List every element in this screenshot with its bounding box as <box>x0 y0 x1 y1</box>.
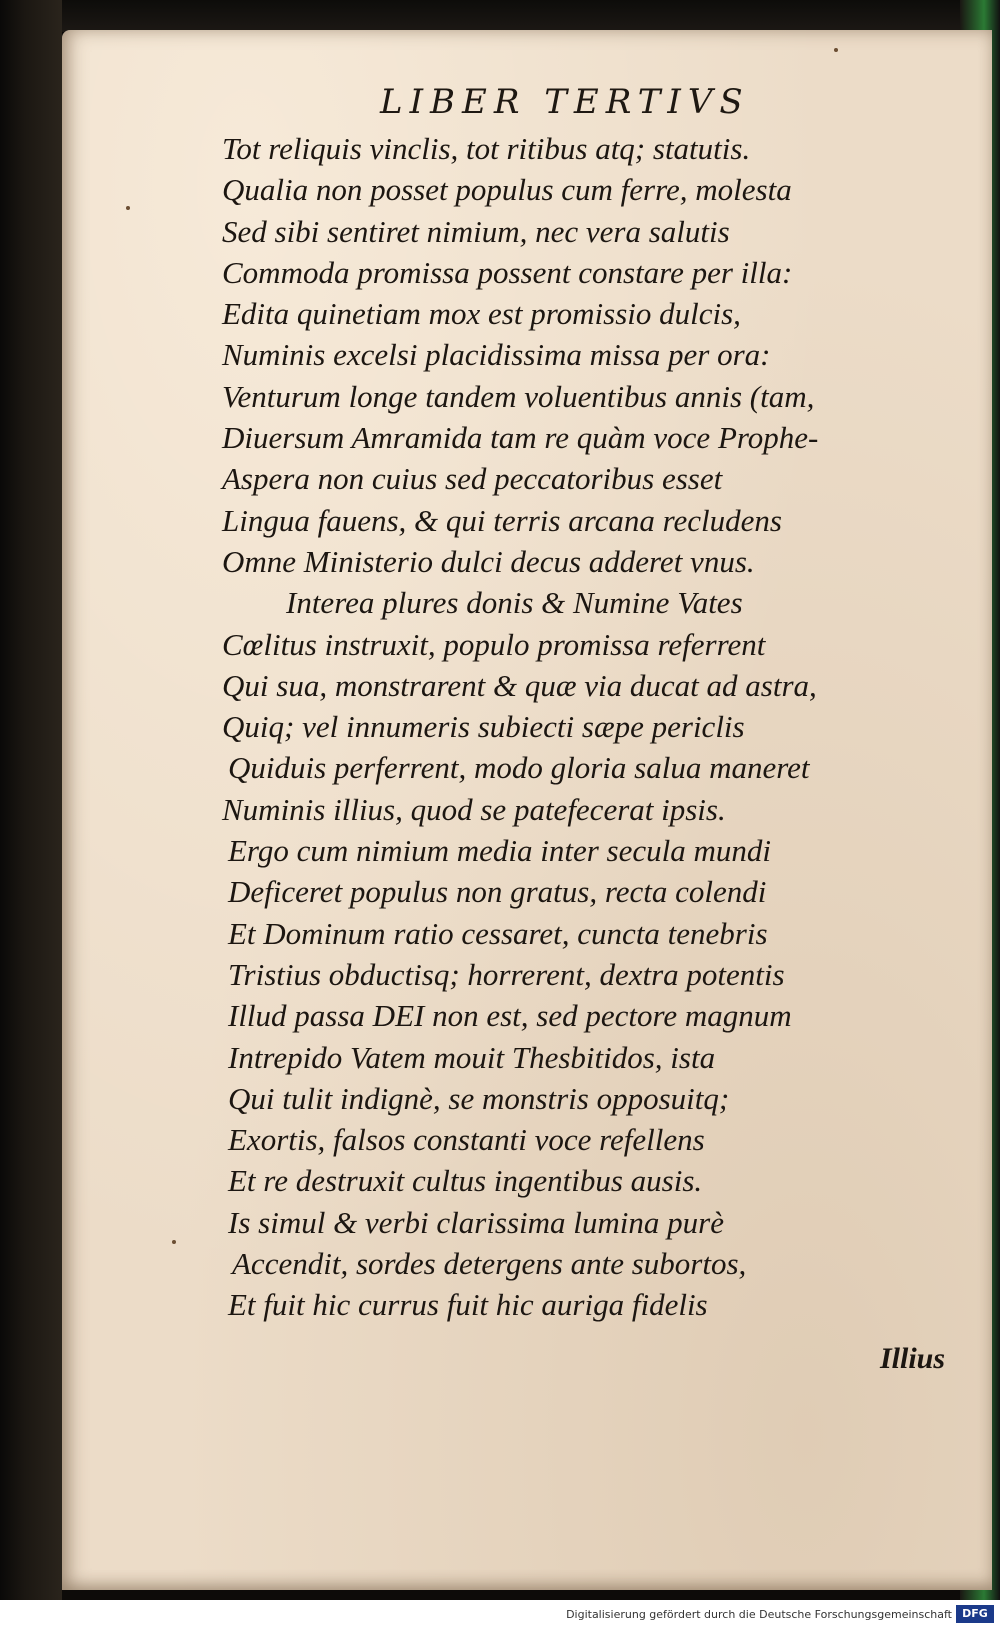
funding-credit: Digitalisierung gefördert durch die Deutsche Forschungsgemeinschaft <box>566 1608 952 1621</box>
scan-top-edge <box>0 0 1000 32</box>
paper-speck <box>126 206 130 210</box>
dfg-logo: DFG <box>956 1605 994 1623</box>
paper-speck <box>172 1240 176 1244</box>
verse-line: Deficeret populus non gratus, recta colendi <box>228 874 767 910</box>
verse-line: Sed sibi sentiret nimium, nec vera salutis <box>222 213 730 249</box>
verse-text-block <box>222 128 962 1326</box>
verse-line: Qui tulit indignè, se monstris opposuitq; <box>228 1080 730 1116</box>
verse-line: Numinis illius, quod se patefecerat ipsis. <box>222 791 726 827</box>
verse-line: Omne Ministerio dulci decus adderet vnus. <box>222 543 755 579</box>
catchword: Illius <box>880 1342 946 1375</box>
verse-line: Accendit, sordes detergens ante subortos, <box>232 1246 747 1282</box>
verse-line: Lingua fauens, & qui terris arcana recludens <box>222 502 782 538</box>
verse-line: Interea plures donis & Numine Vates <box>286 585 743 621</box>
verse-line: Quiq; vel innumeris subiecti sæpe periclis <box>222 709 745 745</box>
verse-line: Aspera non cuius sed peccatoribus esset <box>222 461 723 497</box>
verse-line: Venturum longe tandem voluentibus annis (tam, <box>222 378 815 414</box>
verse-line: Commoda promissa possent constare per illa: <box>222 254 793 290</box>
verse-line: Et re destruxit cultus ingentibus ausis. <box>228 1163 703 1199</box>
verse-line: Ergo cum nimium media inter secula mundi <box>228 833 771 869</box>
verse-line: Edita quinetiam mox est promissio dulcis, <box>222 296 741 332</box>
verse-line: Et Dominum ratio cessaret, cuncta tenebris <box>228 915 768 951</box>
verse-line: Qualia non posset populus cum ferre, molesta <box>222 172 792 208</box>
verse-line: Tristius obductisq; horrerent, dextra potentis <box>228 956 785 992</box>
verse-line: Exortis, falsos constanti voce refellens <box>228 1122 705 1158</box>
verse-line: Et fuit hic currus fuit hic auriga fidelis <box>228 1287 708 1323</box>
verse-line: Quiduis perferrent, modo gloria salua maneret <box>228 750 810 786</box>
running-header: LIBER TERTIVS <box>380 82 750 122</box>
verse-line: Cœlitus instruxit, populo promissa referrent <box>222 626 766 662</box>
book-spine-edge <box>0 0 62 1600</box>
verse-line: Tot reliquis vinclis, tot ritibus atq; statutis. <box>222 131 751 166</box>
verse-line: Is simul & verbi clarissima lumina purè <box>228 1204 724 1240</box>
verse-line: Diuersum Amramida tam re quàm voce Prophe- <box>222 420 819 456</box>
verse-line: Illud passa DEI non est, sed pectore magnum <box>228 998 792 1034</box>
paper-speck <box>834 48 838 52</box>
verse-line: Qui sua, monstrarent & quæ via ducat ad astra, <box>222 667 817 703</box>
verse-line: Numinis excelsi placidissima missa per ora: <box>222 337 771 373</box>
verse-line: Intrepido Vatem mouit Thesbitidos, ista <box>228 1039 716 1075</box>
